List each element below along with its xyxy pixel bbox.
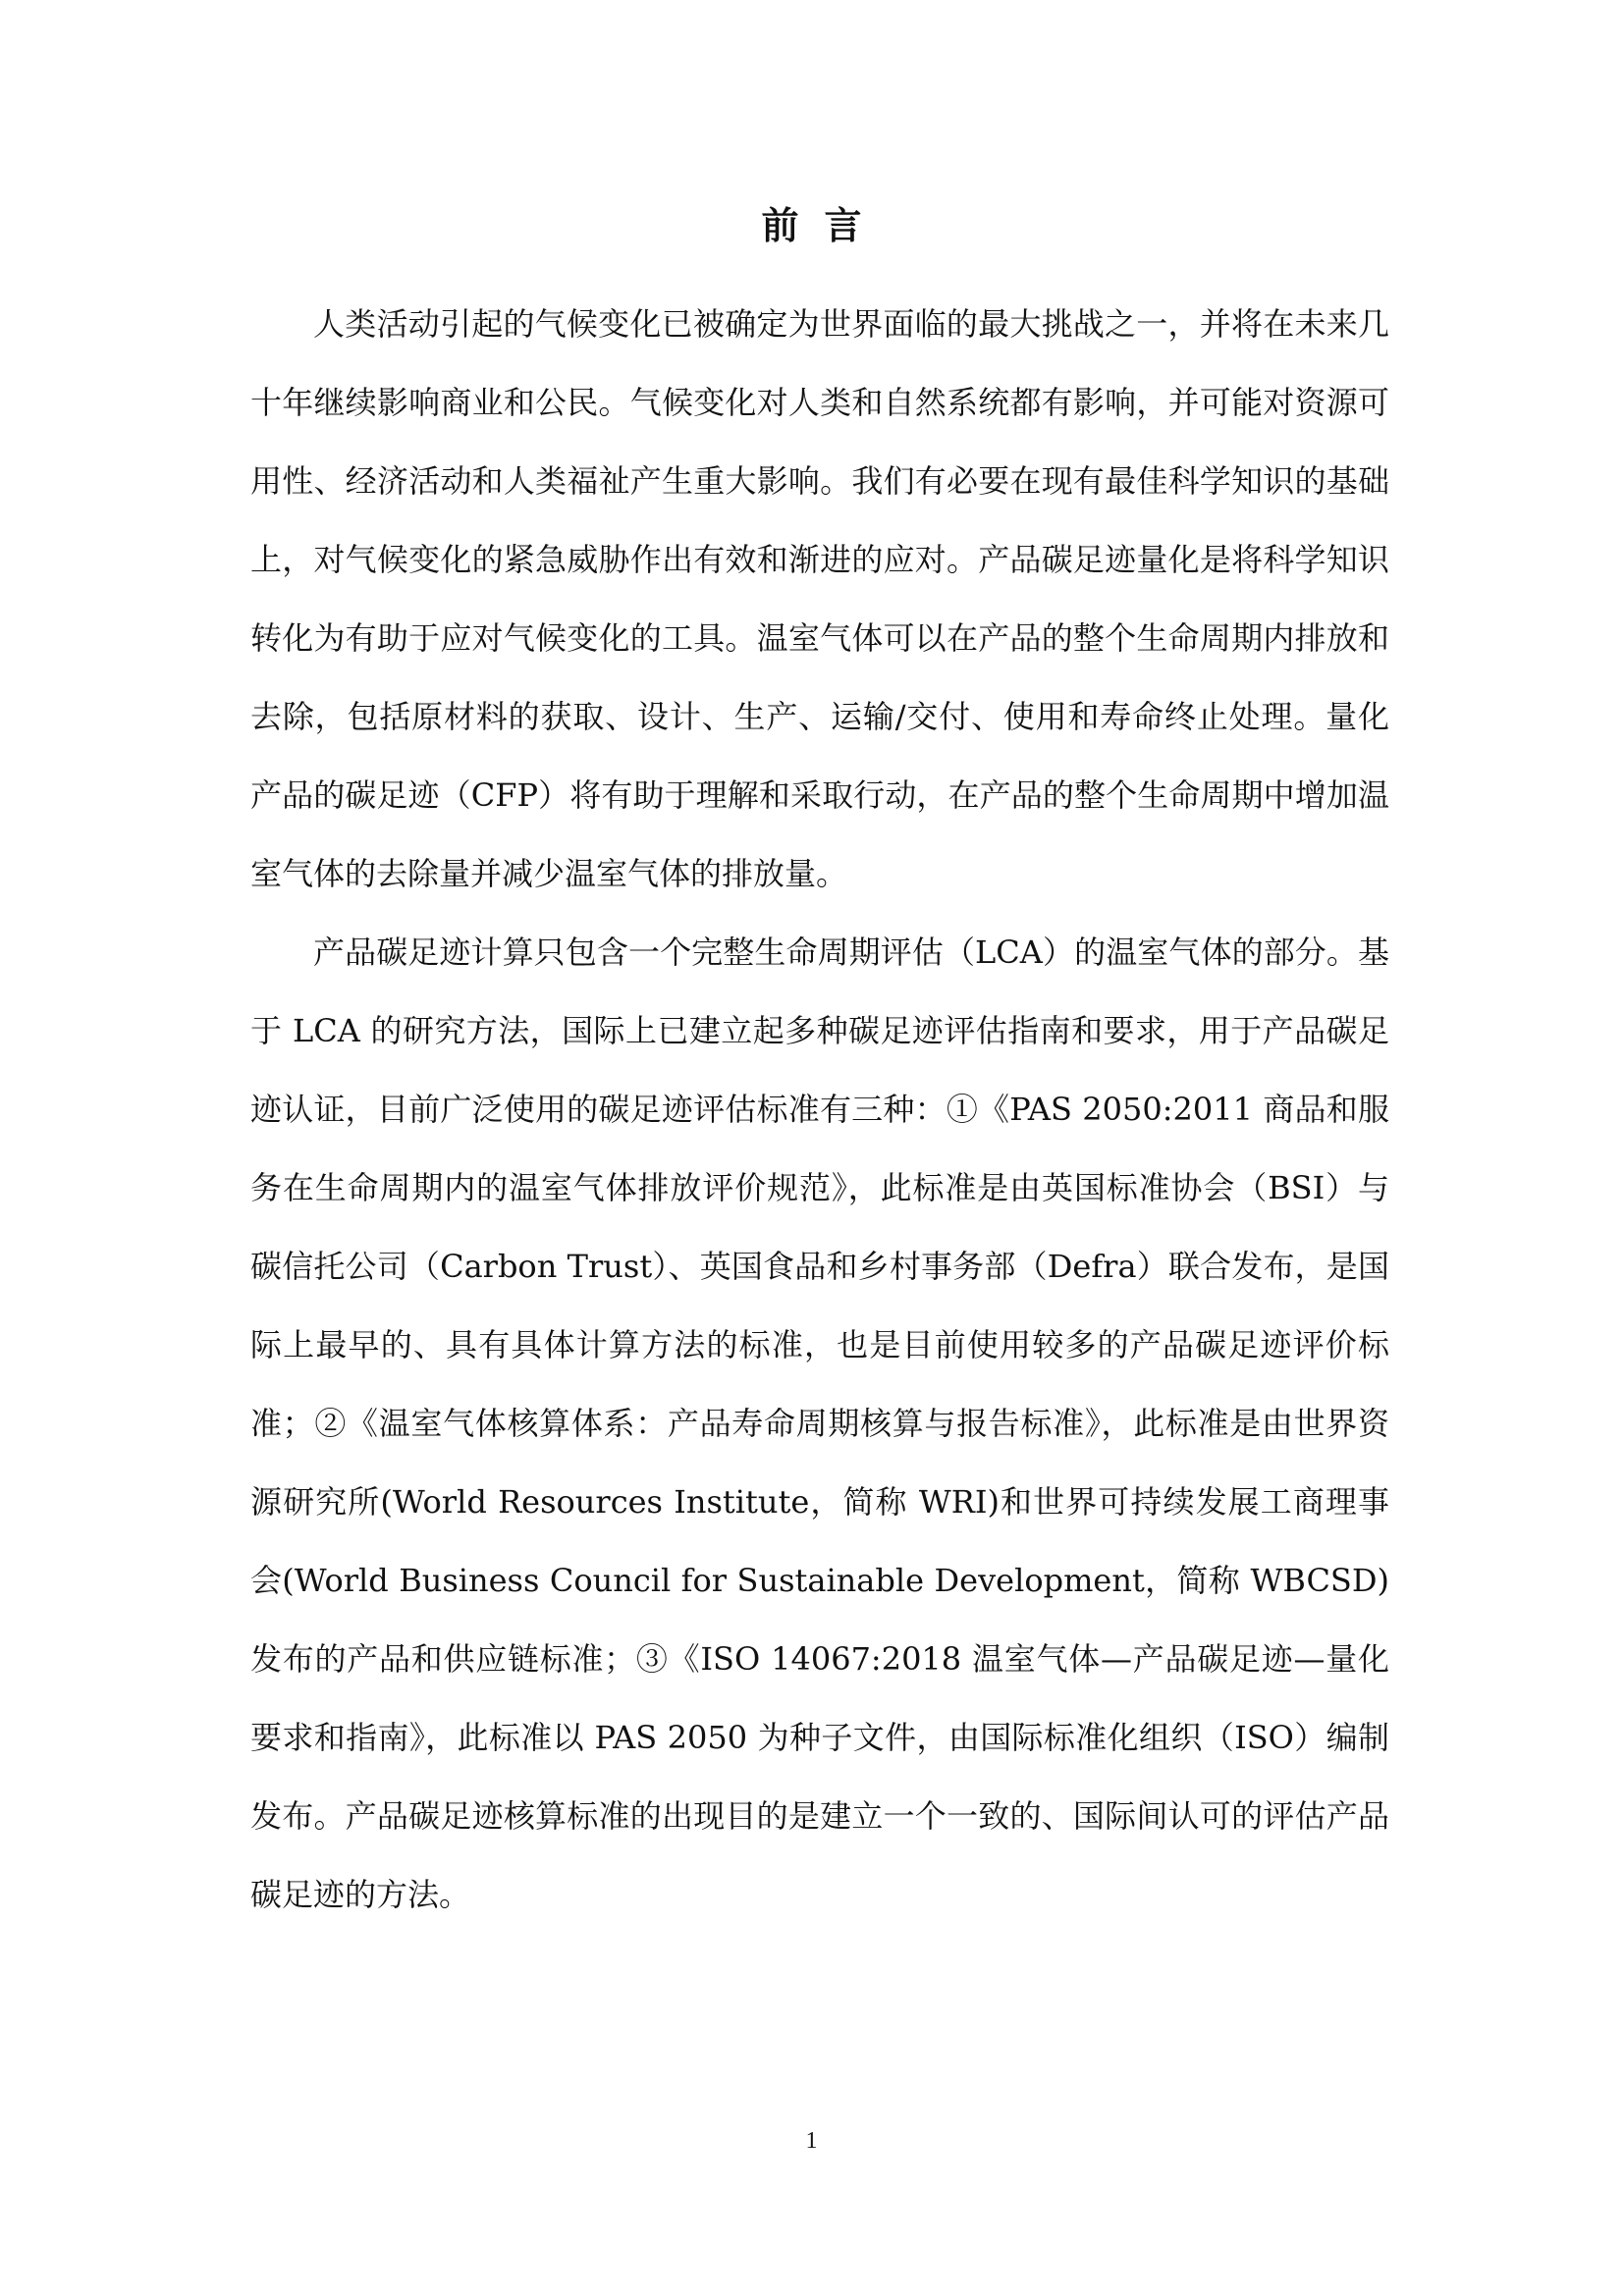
- page-number: 1: [805, 2128, 818, 2154]
- paragraph-standards: 产品碳足迹计算只包含一个完整生命周期评估（LCA）的温室气体的部分。基于 LCA 的研究方法，国际上已建立起多种碳足迹评估指南和要求，用于产品碳足迹认证，目前广泛使用的碳足迹评估标准有三种：①《PAS 2050:2011 商品和服务在生命周期内的温室气体排放评价规范》，此标准是由英国标准协会（BSI）与碳信托公司（Carbon Trust）、英国食品和乡村事务部（Defra）联合发布，是国际上最早的、具有具体计算方法的标准，也是目前使用较多的产品碳足迹评价标准；②《温室气体核算体系：产品寿命周期核算与报告标准》，此标准是由世界资源研究所(World Resources Institute，简称 WRI)和世界可持续发展工商理事会(World Business Council for Sustainable Development，简称 WBCSD)发布的产品和供应链标准；③《ISO 14067:2018 温室气体—产品碳足迹—量化要求和指南》，此标准以 PAS 2050 为种子文件，由国际标准化组织（ISO）编制发布。产品碳足迹核算标准的出现目的是建立一个一致的、国际间认可的评估产品碳足迹的方法。: [250, 934, 1389, 1913]
- body-text: [250, 285, 1389, 1934]
- paragraph-intro: 人类活动引起的气候变化已被确定为世界面临的最大挑战之一，并将在未来几十年继续影响商业和公民。气候变化对人类和自然系统都有影响，并可能对资源可用性、经济活动和人类福祉产生重大影响。我们有必要在现有最佳科学知识的基础上，对气候变化的紧急威胁作出有效和渐进的应对。产品碳足迹量化是将科学知识转化为有助于应对气候变化的工具。温室气体可以在产品的整个生命周期内排放和去除，包括原材料的获取、设计、生产、运输/交付、使用和寿命终止处理。量化产品的碳足迹（CFP）将有助于理解和采取行动，在产品的整个生命周期中增加温室气体的去除量并减少温室气体的排放量。: [250, 305, 1389, 892]
- page-title: 前言: [761, 204, 888, 247]
